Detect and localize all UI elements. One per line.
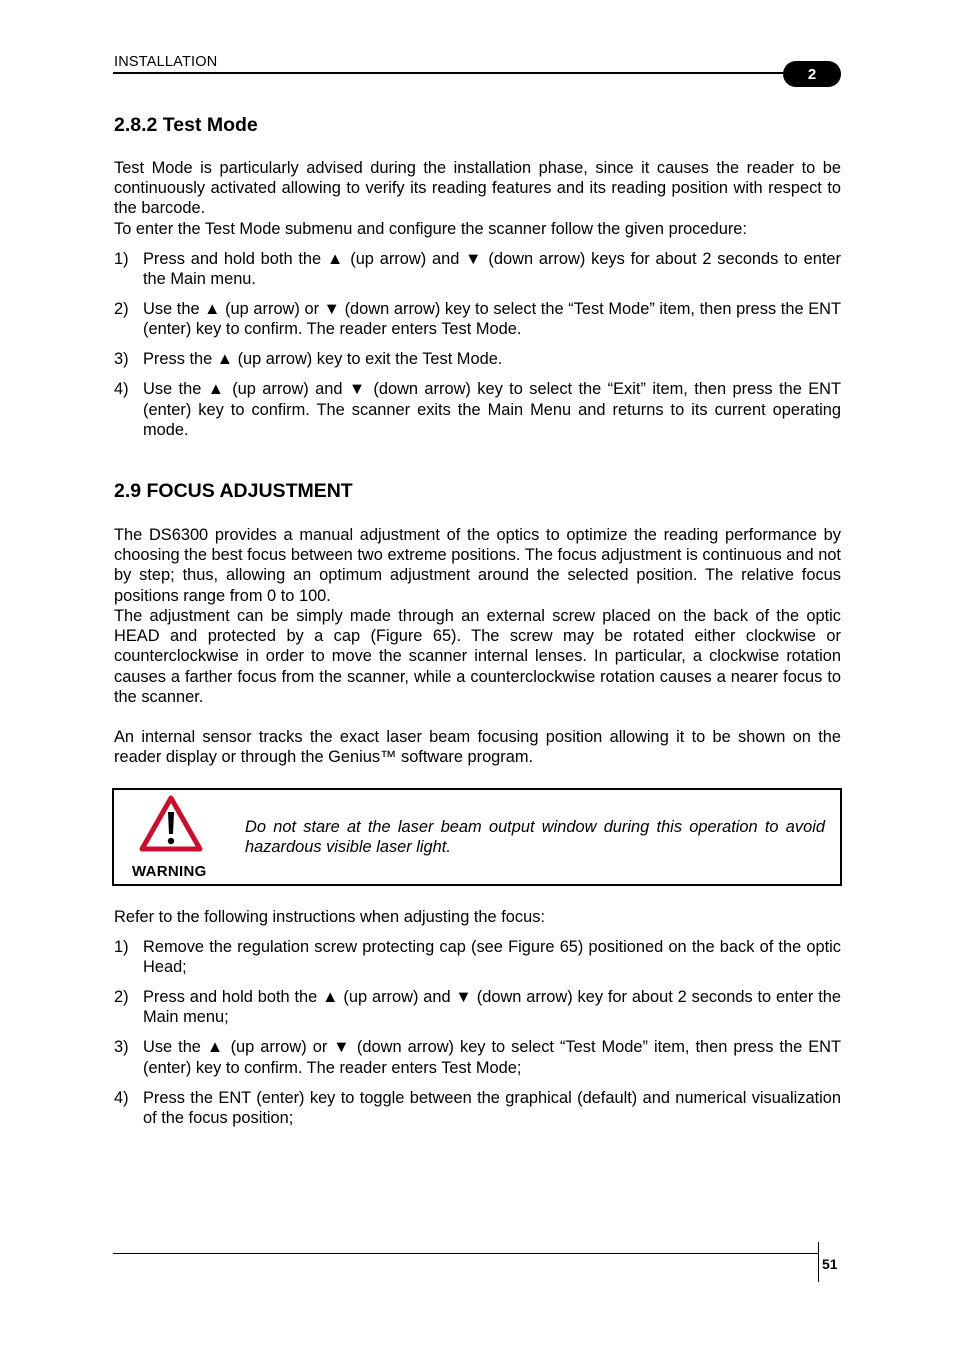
page-number: 51 [822,1256,838,1272]
focus-para-1: The DS6300 provides a manual adjustment of the optics to optimize the reading performance by choosing the best focus between two extreme positions. The focus adjustment is continuous and not by step; thus, allowing an optimum adjustment around the selected position. The relative focus positions range from 0 to 100. [114,526,841,605]
test-mode-intro: Test Mode is particularly advised during the installation phase, since it causes the reader to be continuously activated allowing to verify its reading features and its reading position with respect to the barcode. [114,159,841,218]
test-mode-steps [114,249,841,450]
focus-para-3: An internal sensor tracks the exact laser beam focusing position allowing it to be shown on the reader display or through the Genius™ software program. [114,728,841,767]
warning-triangle-icon [138,794,204,854]
instructions-intro: Refer to the following instructions when adjusting the focus: [114,908,545,926]
footer-rule [113,1253,818,1254]
focus-steps [114,937,841,1138]
warning-label: WARNING [132,863,207,880]
list-item: 2) Use the ▲ (up arrow) or ▼ (down arrow) key to select the “Test Mode” item, then press the ENT (enter) key to confirm. The reader enters Test Mode. [114,300,841,339]
list-item: 1) Press and hold both the ▲ (up arrow) and ▼ (down arrow) keys for about 2 seconds to enter the Main menu. [114,250,841,289]
list-item: 1) Remove the regulation screw protecting cap (see Figure 65) positioned on the back of the optic Head; [114,938,841,977]
warning-text: Do not stare at the laser beam output window during this operation to avoid hazardous visible laser light. [245,818,825,857]
list-item: 3) Press the ▲ (up arrow) key to exit the Test Mode. [114,350,503,369]
header-section-label: INSTALLATION [114,54,218,70]
focus-adjustment-heading: 2.9 FOCUS ADJUSTMENT [114,480,353,502]
chapter-badge: 2 [783,61,841,87]
list-item: 3) Use the ▲ (up arrow) or ▼ (down arrow) key to select “Test Mode” item, then press the ENT (enter) key to confirm. The reader enters Test Mode; [114,1038,841,1077]
focus-para-2: The adjustment can be simply made through an external screw placed on the back of the optic HEAD and protected by a cap (Figure 65). The screw may be rotated either clockwise or counterclockwise in order to move the scanner internal lenses. In particular, a clockwise rotation causes a farther focus from the scanner, while a counterclockwise rotation causes a nearer focus to the scanner. [114,607,841,706]
list-item: 4) Press the ENT (enter) key to toggle between the graphical (default) and numerical visualization of the focus position; [114,1088,841,1127]
header-rule [113,72,803,74]
test-mode-intro-2: To enter the Test Mode submenu and configure the scanner follow the given procedure: [114,220,747,238]
test-mode-heading: 2.8.2 Test Mode [114,114,258,136]
footer-separator [818,1242,819,1282]
list-item: 4) Use the ▲ (up arrow) and ▼ (down arrow) key to select the “Exit” item, then press the ENT (enter) key to confirm. The scanner exits the Main Menu and returns to its current operating mode. [114,380,841,439]
warning-box [112,788,842,886]
list-item: 2) Press and hold both the ▲ (up arrow) and ▼ (down arrow) key for about 2 seconds to enter the Main menu; [114,988,841,1027]
